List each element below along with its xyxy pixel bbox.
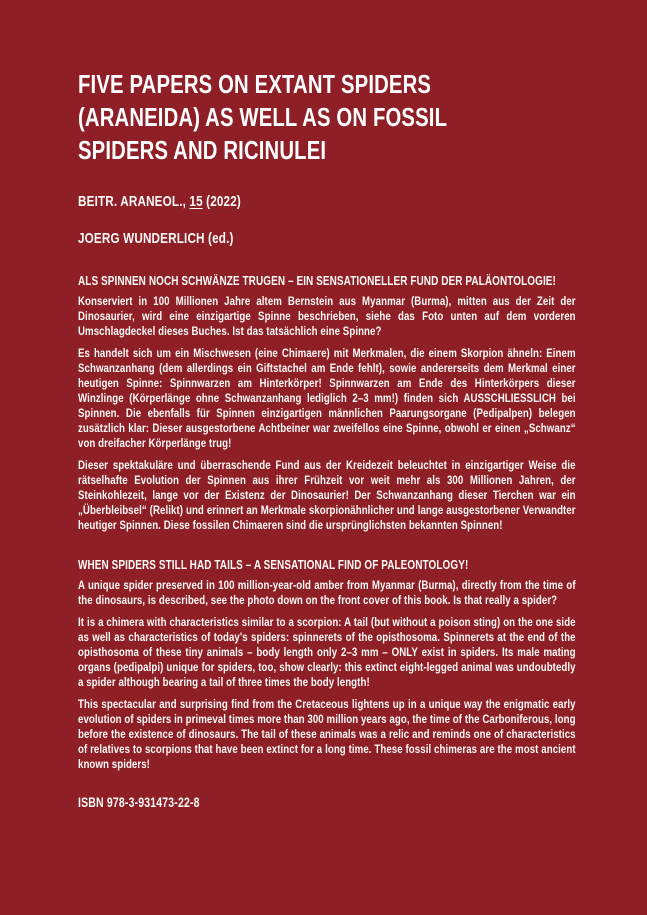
- german-paragraph-1: Konserviert in 100 Millionen Jahre altem Bernstein aus Myanmar (Burma), mitten aus der Zeit der Dinosaurier, wird eine einzigartige Spinne beschrieben, siehe das Foto unten auf dem vorderen Umschlagdeckel dieses Buches. Ist das tatsächlich eine Spinne?: [78, 294, 576, 338]
- book-title-line-3: SPIDERS AND RICINULEI: [78, 135, 327, 165]
- german-paragraph-2: Es handelt sich um ein Mischwesen (eine Chimaere) mit Merkmalen, die einem Skorpion ähneln: Einem Schwanzanhang (dem allerdings ein Giftstachel am Ende fehlt), sowie andererseits dem Merkmal einer heutigen Spinne: Spinnwarzen am Hinterkörper! Spinnwarzen am Ende des Hinterkörpers dieser Winzlinge (Körperlänge ohne Schwanzanhang lediglich 2–3 mm!) finden sich AUSSCHLIESSLICH bei Spinnen. Die ebenfalls für Spinnen einzigartigen männlichen Paarungsorgane (Pedipalpen) belegen zusätzlich klar: Dieser ausgestorbene Achtbeiner war zweifellos eine Spinne, obwohl er einen „Schwanz“ von dreifacher Körperlänge trug!: [78, 346, 576, 450]
- book-title-line-1: FIVE PAPERS ON EXTANT SPIDERS: [78, 69, 432, 99]
- journal-volume-number: 15: [189, 193, 203, 210]
- journal-year: (2022): [202, 193, 241, 210]
- english-paragraph-3: This spectacular and surprising find from the Cretaceous lightens up in a unique way the enigmatic early evolution of spiders in primeval times more than 300 million years ago, the time of the Carboniferous, long before the existence of dinosaurs. The tail of these animals was a relic and reminds one of characteristics of relatives to scorpions that have been extinct for a long time. These fossil chimeras are the most ancient known spiders!: [78, 697, 576, 771]
- german-section-heading: ALS SPINNEN NOCH SCHWÄNZE TRUGEN – EIN SENSATIONELLER FUND DER PALÄONTOLOGIE!: [78, 273, 556, 288]
- book-title: [78, 68, 576, 167]
- german-paragraph-3: Dieser spektakuläre und überraschende Fund aus der Kreidezeit beleuchtet in einzigartiger Weise die rätselhafte Evolution der Spinnen aus ihrer Frühzeit vor weit mehr als 300 Millionen Jahren, der Steinkohlezeit, lange vor der Existenz der Dinosaurier! Der Schwanzanhang dieser Tierchen war ein „Überbleibsel“ (Relikt) und erinnert an Merkmale skorpionähnlicher und lange ausgestorbener Verwandter heutiger Spinnen. Diese fossilen Chimaeren sind die ursprünglichsten bekannten Spinnen!: [78, 458, 576, 532]
- journal-name: BEITR. ARANEOL.,: [78, 193, 190, 210]
- isbn-line: ISBN 978-3-931473-22-8: [78, 795, 200, 810]
- cover-content-column: [78, 0, 576, 811]
- english-paragraph-1: A unique spider preserved in 100 million-year-old amber from Myanmar (Burma), directly from the time of the dinosaurs, is described, see the photo down on the front cover of this book. Is that really a spider?: [78, 578, 576, 607]
- book-title-line-2: (ARANEIDA) AS WELL AS ON FOSSIL: [78, 102, 448, 132]
- editor-line: JOERG WUNDERLICH (ed.): [78, 230, 234, 247]
- english-paragraph-2: It is a chimera with characteristics similar to a scorpion: A tail (but without a poison sting) on the one side as well as characteristics of today's spiders: spinnerets of the opisthosoma. Spinnerets at the end of the opisthosoma of these tiny animals – body length only 2–3 mm – ONLY exist in spiders. Its male mating organs (pedipalpi) unique for spiders, too, show clearly: this extinct eight-legged animal was undoubtedly a spider although bearing a tail of three times the body length!: [78, 615, 576, 689]
- journal-reference-line: [78, 193, 576, 211]
- english-section-heading: WHEN SPIDERS STILL HAD TAILS – A SENSATIONAL FIND OF PALEONTOLOGY!: [78, 557, 469, 572]
